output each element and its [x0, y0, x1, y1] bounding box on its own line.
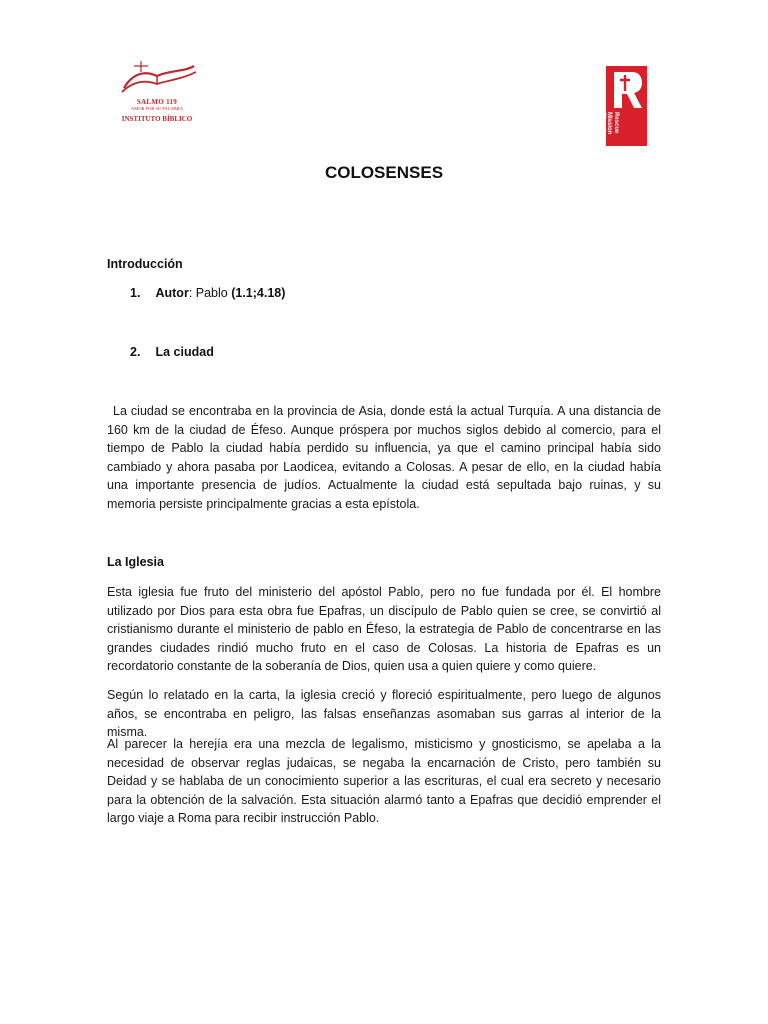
logo-tagline: AMOR POR SU PALABRA	[131, 106, 183, 111]
cross-icon	[606, 66, 647, 112]
author-ref: (1.1;4.18)	[231, 286, 286, 300]
church-paragraph-1: Esta iglesia fue fruto del ministerio del apóstol Pablo, pero no fue fundada por él. El hombre utilizado por Dios para esta obra fue Epafras, un discípulo de Pablo quien se cree, se convirtió al cristianismo durante el ministerio de pablo en Éfeso, la estrategia de Pablo de concentrarse en las grandes ciudades rindió mucho fruto en el caso de Colosas. La historia de Epafras es un recordatorio constante de la soberanía de Dios, quien usa a quien quiere y como quiere.	[107, 585, 661, 674]
logo-name: SALMO 119	[136, 98, 178, 106]
church-paragraph-3: Al parecer la herejía era una mezcla de legalismo, misticismo y gnosticismo, se apelaba a la necesidad de observar reglas judaicas, se negaba la encarnación de Cristo, pero también su Deidad y se hablaba de un conocimiento superior a las escrituras, el cual era secreto y necesario para la obtención de la salvación. Esta situación alarmó tanto a Epafras que decidió emprender el largo viaje a Roma para recibir instrucción Pablo.	[107, 737, 661, 826]
church-name: Rescue Mission Church Iglesia Cristiana	[594, 112, 619, 135]
author-value: Pablo	[195, 286, 232, 300]
city-label: La ciudad	[155, 345, 214, 359]
rescue-mission-church-logo	[594, 66, 647, 146]
list-item-city	[130, 345, 214, 359]
author-label: Autor	[155, 286, 189, 300]
instituto-biblico-logo	[114, 60, 200, 130]
author-sep: :	[188, 286, 196, 300]
intro-heading: Introducción	[107, 257, 183, 271]
page-title: COLOSENSES	[324, 163, 444, 182]
open-bible-icon	[114, 60, 200, 100]
list-number: 2.	[130, 345, 141, 359]
logo-institute: INSTITUTO BÍBLICO	[121, 115, 193, 123]
church-heading: La Iglesia	[107, 555, 164, 569]
list-item-author	[130, 286, 285, 300]
church-paragraph-2: Según lo relatado en la carta, la iglesia creció y floreció espiritualmente, pero luego de algunos años, se encontraba en peligro, las falsas enseñanzas asomaban sus garras al interior de la misma.	[107, 688, 661, 740]
city-paragraph: La ciudad se encontraba en la provincia de Asia, donde está la actual Turquía. A una distancia de 160 km de la ciudad de Éfeso. Aunque próspera por muchos siglos debido al comercio, para el tiempo de Pablo la ciudad había perdido su influencia, ya que el camino principal había sido cambiado y ahora pasaba por Laodicea, evitando a Colosas. A pesar de ello, en la ciudad había una importante presencia de judíos. Actualmente la ciudad está sepultada bajo ruinas, y su memoria persiste principalmente gracias a esta epístola.	[107, 404, 661, 511]
list-number: 1.	[130, 286, 141, 300]
